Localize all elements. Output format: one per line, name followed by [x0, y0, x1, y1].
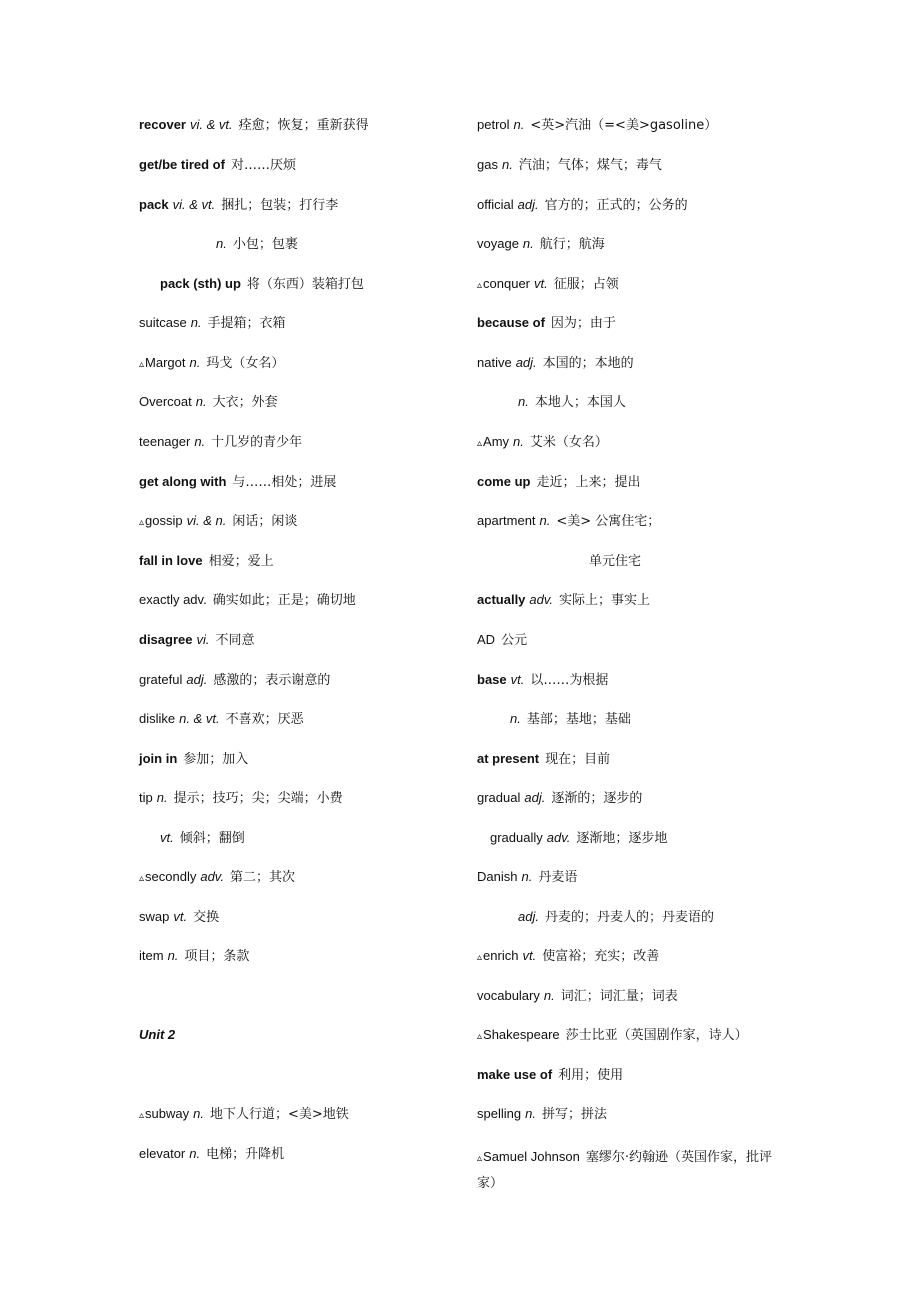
definition: 不同意 — [215, 633, 255, 648]
definition: 项目；条款 — [184, 949, 250, 964]
vocab-entry — [139, 947, 249, 965]
part-of-speech: adj. — [517, 197, 539, 212]
definition: 小包；包裹 — [232, 237, 298, 252]
vocab-entry — [139, 671, 330, 689]
part-of-speech: adj. — [524, 790, 546, 805]
triangle-marker-icon: ▵ — [477, 280, 483, 291]
vocab-entry — [139, 393, 278, 411]
part-of-speech: n. — [513, 434, 524, 449]
vocab-entry — [477, 591, 650, 609]
definition: 航行；航海 — [539, 237, 605, 252]
vocab-entry — [160, 829, 245, 847]
part-of-speech: vi. & vt. — [172, 197, 216, 212]
definition: <英>汽油（=<美>gasoline） — [530, 118, 718, 133]
part-of-speech: vt. — [522, 948, 537, 963]
triangle-marker-icon: ▵ — [477, 1153, 483, 1164]
vocab-word: apartment — [477, 513, 536, 528]
definition: 使富裕；充实；改善 — [542, 949, 660, 964]
part-of-speech: adj. — [186, 672, 208, 687]
part-of-speech: n. — [189, 355, 201, 370]
part-of-speech: n. — [195, 394, 207, 409]
vocab-entry — [477, 512, 660, 530]
part-of-speech: adv. — [529, 592, 554, 607]
vocab-word: voyage — [477, 236, 519, 251]
vocab-entry — [477, 671, 608, 689]
vocab-word: base — [477, 672, 507, 687]
part-of-speech: adj. — [518, 909, 539, 924]
definition: 逐渐的；逐步的 — [551, 791, 643, 806]
vocab-entry — [139, 314, 286, 332]
vocab-entry — [477, 1026, 748, 1044]
definition: 现在；目前 — [545, 752, 611, 767]
definition: 确实如此；正是；确切地 — [212, 593, 356, 608]
vocab-entry — [139, 512, 297, 530]
vocab-entry — [518, 908, 714, 926]
vocab-word: elevator — [139, 1146, 186, 1161]
definition: 塞缪尔·约翰逊（英国作家，批评家） — [477, 1150, 773, 1191]
vocab-entry — [477, 750, 610, 768]
vocab-word: gradually — [490, 830, 543, 845]
vocab-word: get/be tired of — [139, 157, 225, 172]
part-of-speech: n. — [194, 434, 206, 449]
part-of-speech: n. — [193, 1106, 204, 1121]
definition: 地下人行道；<美>地铁 — [209, 1107, 349, 1122]
vocab-word: gradual — [477, 790, 521, 805]
definition: 莎士比亚（英国剧作家，诗人） — [565, 1028, 748, 1043]
vocab-word: Samuel Johnson — [483, 1149, 580, 1164]
vocab-word: subway — [145, 1106, 190, 1121]
vocab-word: teenager — [139, 434, 191, 449]
vocab-word: come up — [477, 474, 531, 489]
triangle-marker-icon: ▵ — [477, 438, 483, 449]
triangle-marker-icon: ▵ — [139, 873, 145, 884]
definition: 本国的；本地的 — [542, 356, 634, 371]
definition: 十几岁的青少年 — [211, 435, 303, 450]
vocab-word: exactly adv. — [139, 592, 207, 607]
vocab-word: pack (sth) up — [160, 276, 241, 291]
vocab-entry — [477, 1145, 787, 1196]
vocab-entry — [139, 354, 284, 372]
definition: 以……为根据 — [530, 673, 609, 688]
vocab-entry — [490, 829, 667, 847]
vocab-entry — [518, 393, 626, 411]
vocab-entry — [139, 591, 356, 609]
vocab-entry — [139, 710, 304, 728]
vocab-entry — [139, 750, 248, 768]
definition: 闲话；闲谈 — [232, 514, 298, 529]
vocab-word: native — [477, 355, 512, 370]
vocab-word: enrich — [483, 948, 519, 963]
vocab-word: make use of — [477, 1067, 553, 1082]
vocab-entry — [477, 314, 616, 332]
definition: 实际上；事实上 — [559, 593, 651, 608]
part-of-speech: vt. — [160, 830, 174, 845]
definition: 第二；其次 — [229, 870, 295, 885]
definition: 丹麦的；丹麦人的；丹麦语的 — [544, 910, 714, 925]
part-of-speech: vt. — [173, 909, 188, 924]
definition: 痊愈；恢复；重新获得 — [238, 118, 369, 133]
definition: 将（东西）装箱打包 — [246, 277, 364, 292]
vocab-word: because of — [477, 315, 545, 330]
vocab-entry — [477, 1066, 623, 1084]
vocab-entry — [477, 354, 634, 372]
part-of-speech: n. — [543, 988, 555, 1003]
vocab-entry — [477, 947, 659, 965]
definition: 玛戈（女名） — [206, 356, 285, 371]
vocab-word: gossip — [145, 513, 183, 528]
vocab-word: Overcoat — [139, 394, 192, 409]
definition: 参加；加入 — [183, 752, 249, 767]
vocab-word: join in — [139, 751, 178, 766]
definition: 本地人；本国人 — [534, 395, 626, 410]
definition: 与……相处；进展 — [232, 475, 337, 490]
vocab-entry — [477, 433, 608, 451]
triangle-marker-icon: ▵ — [477, 1031, 483, 1042]
vocab-word: disagree — [139, 632, 193, 647]
vocab-word: petrol — [477, 117, 510, 132]
part-of-speech: n. — [189, 1146, 201, 1161]
definition: 基部；基地；基础 — [526, 712, 631, 727]
vocab-word: dislike — [139, 711, 176, 726]
vocab-entry — [139, 1105, 349, 1123]
vocab-word: vocabulary — [477, 988, 540, 1003]
vocab-word: swap — [139, 909, 170, 924]
vocab-entry — [139, 868, 295, 886]
vocab-word: secondly — [145, 869, 197, 884]
definition: 感激的；表示谢意的 — [213, 673, 331, 688]
definition: 走近；上来；提出 — [536, 475, 641, 490]
definition: 捆扎；包装；打行李 — [221, 198, 339, 213]
vocab-entry — [477, 196, 688, 214]
definition: 相爱；爱上 — [208, 554, 274, 569]
vocab-word: Shakespeare — [483, 1027, 560, 1042]
triangle-marker-icon: ▵ — [139, 517, 145, 528]
vocab-entry — [139, 473, 336, 491]
vocab-word: recover — [139, 117, 186, 132]
part-of-speech: n. — [167, 948, 179, 963]
part-of-speech: n. — [513, 117, 525, 132]
vocab-word: item — [139, 948, 164, 963]
vocab-entry — [160, 275, 364, 293]
vocab-entry — [139, 1026, 175, 1044]
part-of-speech: adv. — [546, 830, 571, 845]
definition: 官方的；正式的；公务的 — [544, 198, 688, 213]
definition: 交换 — [193, 910, 220, 925]
vocab-word: grateful — [139, 672, 183, 687]
vocab-entry — [477, 987, 678, 1005]
definition: 艾米（女名） — [529, 435, 608, 450]
definition: 词汇；词汇量；词表 — [560, 989, 678, 1004]
vocab-word: gas — [477, 157, 498, 172]
part-of-speech: n. & vt. — [179, 711, 220, 726]
definition: 大衣；外套 — [212, 395, 278, 410]
vocab-entry — [510, 710, 631, 728]
vocab-word: get along with — [139, 474, 227, 489]
vocab-word: at present — [477, 751, 540, 766]
vocab-word: actually — [477, 592, 526, 607]
part-of-speech: vt. — [534, 276, 548, 291]
vocab-entry — [139, 156, 296, 174]
part-of-speech: n. — [501, 157, 513, 172]
definition: 拼写；拼法 — [541, 1107, 607, 1122]
vocab-entry — [139, 908, 219, 926]
definition: 手提箱；衣箱 — [207, 316, 286, 331]
vocab-word: AD — [477, 632, 496, 647]
part-of-speech: n. — [521, 869, 533, 884]
part-of-speech: vi. — [196, 632, 210, 647]
vocab-entry — [139, 116, 369, 134]
part-of-speech: vi. & vt. — [189, 117, 233, 132]
vocab-entry — [216, 235, 298, 253]
definition: 公元 — [501, 633, 528, 648]
part-of-speech: vt. — [510, 672, 525, 687]
vocab-word: official — [477, 197, 514, 212]
definition: 征服；占领 — [553, 277, 619, 292]
vocab-entry — [477, 116, 717, 134]
vocab-entry — [139, 789, 343, 807]
definition: 对……厌烦 — [230, 158, 296, 173]
part-of-speech: n. — [510, 711, 521, 726]
triangle-marker-icon: ▵ — [139, 1110, 145, 1121]
vocab-entry — [589, 552, 641, 570]
vocab-word: Margot — [145, 355, 186, 370]
triangle-marker-icon: ▵ — [139, 359, 145, 370]
vocab-entry — [139, 196, 338, 214]
definition: 因为；由于 — [550, 316, 616, 331]
definition: 丹麦语 — [538, 870, 578, 885]
vocab-word: tip — [139, 790, 153, 805]
vocab-entry — [477, 789, 642, 807]
definition: 提示；技巧；尖；尖端；小费 — [173, 791, 343, 806]
part-of-speech: n. — [190, 315, 202, 330]
vocab-entry — [139, 631, 255, 649]
vocab-entry — [477, 275, 619, 293]
vocab-entry — [477, 631, 527, 649]
vocab-entry — [139, 552, 274, 570]
vocab-entry — [139, 433, 302, 451]
part-of-speech: vi. & n. — [186, 513, 227, 528]
vocab-entry — [477, 868, 577, 886]
definition: 倾斜；翻倒 — [179, 831, 245, 846]
part-of-speech: n. — [518, 394, 529, 409]
part-of-speech: adj. — [515, 355, 537, 370]
definition: 利用；使用 — [558, 1068, 624, 1083]
vocab-entry — [477, 235, 605, 253]
vocab-word: Danish — [477, 869, 518, 884]
vocab-word: spelling — [477, 1106, 522, 1121]
definition: 汽油；气体；煤气；毒气 — [518, 158, 662, 173]
definition: 不喜欢；厌恶 — [225, 712, 304, 727]
vocab-entry — [477, 473, 640, 491]
part-of-speech: adv. — [200, 869, 224, 884]
vocab-word: pack — [139, 197, 169, 212]
vocab-word: Amy — [483, 434, 510, 449]
unit-heading: Unit 2 — [139, 1027, 176, 1042]
vocab-word: fall in love — [139, 553, 203, 568]
definition: 电梯；升降机 — [206, 1147, 285, 1162]
vocab-word: conquer — [483, 276, 531, 291]
vocab-entry — [477, 1105, 607, 1123]
part-of-speech: n. — [156, 790, 168, 805]
vocab-entry — [139, 1145, 284, 1163]
part-of-speech: n. — [216, 236, 227, 251]
part-of-speech: n. — [539, 513, 551, 528]
definition: 逐渐地；逐步地 — [576, 831, 668, 846]
triangle-marker-icon: ▵ — [477, 952, 483, 963]
vocab-entry — [477, 156, 662, 174]
vocab-word: suitcase — [139, 315, 187, 330]
part-of-speech: n. — [522, 236, 534, 251]
part-of-speech: n. — [525, 1106, 536, 1121]
definition: 单元住宅 — [589, 554, 642, 569]
definition: <美> 公寓住宅； — [556, 514, 661, 529]
